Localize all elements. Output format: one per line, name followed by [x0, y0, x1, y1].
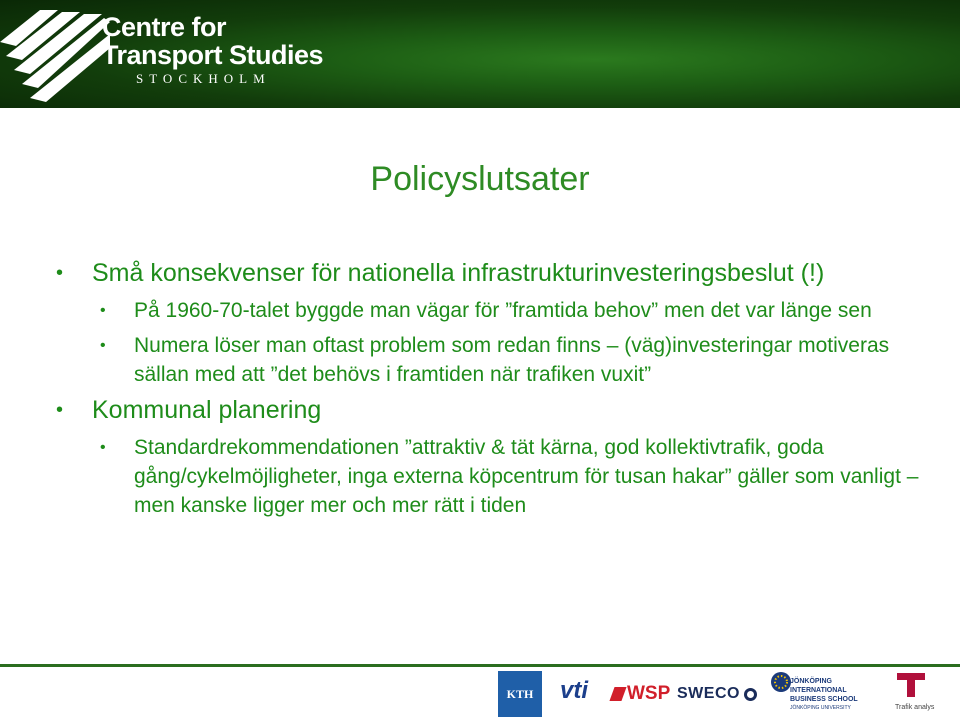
bullet-level2 — [54, 296, 934, 325]
bullet-level2 — [54, 433, 934, 520]
bullet-dot-icon: • — [56, 262, 64, 284]
wsp-logo — [612, 683, 670, 705]
slide-content — [54, 258, 934, 526]
bullet-level1 — [54, 258, 934, 288]
bullet-level2 — [54, 331, 934, 389]
footer-logos — [0, 667, 960, 720]
bullet-text: Kommunal planering — [92, 396, 322, 424]
kth-logo-text: KTH — [506, 687, 534, 701]
trafa-logo-text: Trafik analys — [895, 704, 935, 711]
bullet-dot-icon: • — [56, 399, 64, 421]
slide-title: Policyslutsater — [370, 160, 590, 198]
bullet-text: Numera löser man oftast problem som redan finns – (väg)investeringar motiveras sällan med att ”det behövs i framtiden när trafiken vuxit” — [134, 334, 890, 386]
logo-line-3: STOCKHOLM — [136, 71, 271, 86]
sweco-logo — [677, 685, 757, 703]
cts-logo-stripes-icon — [0, 0, 110, 108]
bullet-dot-icon: • — [100, 337, 106, 354]
bullet-dot-icon: • — [100, 439, 106, 456]
sweco-ring-icon — [744, 688, 757, 701]
bullet-dot-icon: • — [100, 302, 106, 319]
jibs-line2: BUSINESS SCHOOL — [790, 696, 858, 703]
jibs-line3: JÖNKÖPING UNIVERSITY — [790, 705, 851, 711]
eu-stars-icon — [770, 671, 792, 693]
header-banner — [0, 0, 960, 108]
cts-logo-text — [102, 14, 323, 87]
wsp-logo-text: WSP — [627, 683, 671, 704]
kth-logo — [498, 671, 542, 717]
trafa-t-icon — [895, 671, 927, 699]
vti-logo-text: vti — [560, 677, 589, 704]
bullet-text: På 1960-70-talet byggde man vägar för ”framtida behov” men det var länge sen — [134, 299, 872, 322]
bullet-text: Standardrekommendationen ”attraktiv & tät kärna, god kollektivtrafik, goda gång/cykelmöjligheter, inga externa köpcentrum för tusan hakar” gäller som vanligt – men kanske ligger mer och mer rätt i tiden — [134, 436, 919, 517]
wsp-mark-icon — [609, 687, 626, 701]
sweco-logo-text: SWECO — [677, 685, 740, 702]
bullet-text: Små konsekvenser för nationella infrastrukturinvesteringsbeslut (!) — [92, 259, 825, 287]
vti-logo — [560, 677, 588, 705]
logo-line-1: Centre for — [102, 12, 227, 42]
trafa-logo — [895, 671, 941, 712]
logo-line-2: Transport Studies — [102, 40, 324, 70]
jibs-line1: JÖNKÖPING INTERNATIONAL — [790, 678, 847, 694]
bullet-level1 — [54, 395, 934, 425]
